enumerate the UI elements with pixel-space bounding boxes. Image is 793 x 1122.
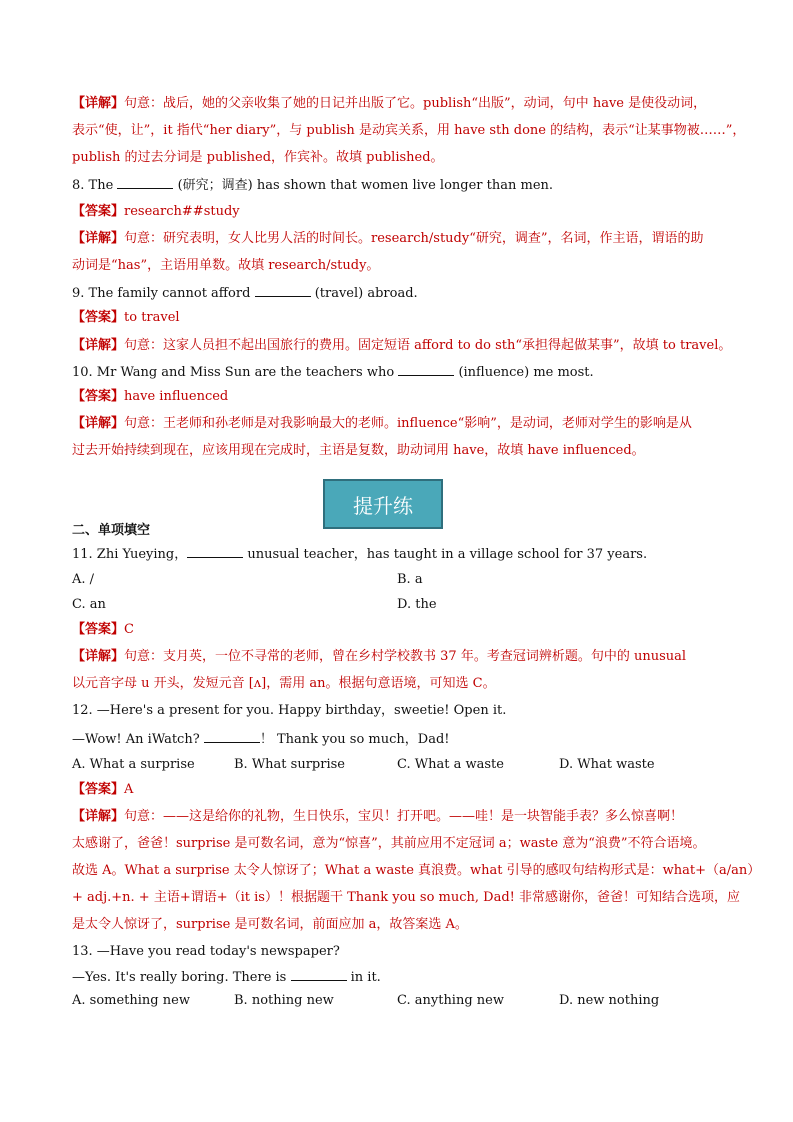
answer-tag: 【答案】 [72, 310, 125, 325]
stem-post: unusual teacher，has taught in a village school for 37 years. [247, 547, 648, 562]
q8-stem [72, 176, 725, 195]
q11-stem [72, 545, 725, 564]
stem-pre: 8. The [72, 178, 114, 193]
q12-detail-line-1 [72, 808, 725, 826]
q12-detail-line-2: 太感谢了，爸爸！surprise 是可数名词，意为“惊喜”，其前应用不定冠词 a；waste 意为“浪费”不符合语境。 [72, 836, 706, 851]
q7-detail-line-3: publish 的过去分词是 published，作宾补。故填 published。 [72, 150, 444, 165]
stem-post: (influence) me most. [458, 365, 594, 380]
q12-option-c[interactable]: C. What a waste [397, 757, 504, 772]
q11-option-c[interactable]: C. an [72, 597, 106, 612]
stem-post: in it. [350, 970, 381, 985]
q13-option-d[interactable]: D. new nothing [559, 993, 660, 1008]
q12-stem-1: 12. —Here's a present for you. Happy birthday，sweetie! Open it. [72, 703, 507, 718]
q8-detail-line-2: 动词是“has”，主语用单数。故填 research/study。 [72, 258, 380, 273]
detail-text: 句意：这家人员担不起出国旅行的费用。固定短语 afford to do sth“承担得起做某事”，故填 to travel。 [124, 338, 732, 353]
q7-detail-line-2: 表示“使，让”，it 指代“her diary”，与 publish 是动宾关系，用 have sth done 的结构，表示“让某事物被……”， [72, 123, 746, 138]
stem-pre: 11. Zhi Yueying， [72, 547, 188, 562]
q11-detail-line-2: 以元音字母 u 开头，发短元音 [ʌ]，需用 an。根据句意语境，可知选 C。 [72, 676, 496, 691]
q13-option-c[interactable]: C. anything new [397, 993, 504, 1008]
q12-stem-2 [72, 730, 725, 749]
q7-detail-line-1 [72, 95, 725, 113]
answer-blank [398, 363, 454, 376]
stem-post: (travel) abroad. [314, 286, 418, 301]
q9-stem [72, 284, 725, 303]
detail-tag: 【详解】 [72, 809, 125, 824]
q10-detail-line-2: 过去开始持续到现在，应该用现在完成时，主语是复数，助动词用 have，故填 have influenced。 [72, 443, 645, 458]
detail-tag: 【详解】 [72, 231, 125, 246]
q9-detail-line-1 [72, 337, 732, 355]
q12-option-b[interactable]: B. What surprise [234, 757, 345, 772]
q10-answer [72, 388, 725, 406]
answer-blank [117, 176, 173, 189]
stem-pre: 10. Mr Wang and Miss Sun are the teachers who [72, 365, 395, 380]
q13-option-b[interactable]: B. nothing new [234, 993, 334, 1008]
answer-text: A [124, 782, 134, 797]
q12-answer [72, 781, 725, 799]
detail-tag: 【详解】 [72, 338, 125, 353]
q12-option-a[interactable]: A. What a surprise [72, 757, 195, 772]
detail-text: 句意：支月英，一位不寻常的老师，曾在乡村学校教书 37 年。考查冠词辨析题。句中的 unusual [124, 649, 687, 664]
detail-text: 句意：王老师和孙老师是对我影响最大的老师。influence“影响”，是动词，老师对学生的影响是从 [124, 416, 692, 431]
detail-tag: 【详解】 [72, 96, 125, 111]
stem-pre: 9. The family cannot afford [72, 286, 251, 301]
stem-pre: —Yes. It's really boring. There is [72, 970, 287, 985]
q11-option-d[interactable]: D. the [397, 597, 437, 612]
section-title: 二、单项填空 [72, 523, 151, 538]
answer-tag: 【答案】 [72, 782, 125, 797]
answer-blank [255, 284, 311, 297]
q10-detail-line-1 [72, 415, 725, 433]
answer-text: to travel [124, 310, 180, 325]
q13-option-a[interactable]: A. something new [72, 993, 190, 1008]
q12-detail-line-3: 故选 A。What a surprise 太令人惊讶了；What a waste 真浪费。what 引导的感叹句结构形式是：what+（a/an） [72, 863, 761, 878]
q11-option-a[interactable]: A. / [72, 572, 95, 587]
detail-text: 句意：研究表明，女人比男人活的时间长。research/study“研究，调查”，名词，作主语，谓语的助 [124, 231, 704, 246]
q8-answer [72, 203, 725, 221]
section-badge: 提升练 [323, 479, 443, 529]
q12-detail-line-4: + adj.+n. + 主语+谓语+（it is）！根据题干 Thank you so much, Dad! 非常感谢你，爸爸！可知结合选项，应 [72, 890, 741, 905]
answer-tag: 【答案】 [72, 204, 125, 219]
detail-tag: 【详解】 [72, 416, 125, 431]
answer-blank [291, 968, 347, 981]
q9-answer [72, 309, 725, 327]
q8-detail-line-1 [72, 230, 725, 248]
q11-answer [72, 621, 725, 639]
answer-text: have influenced [124, 389, 229, 404]
answer-tag: 【答案】 [72, 622, 125, 637]
answer-text: research##study [124, 204, 240, 219]
stem-post: (研究；调查) has shown that women live longer than men. [177, 178, 554, 193]
answer-blank [204, 730, 260, 743]
q13-stem-2 [72, 968, 725, 987]
q11-option-b[interactable]: B. a [397, 572, 423, 587]
q12-detail-line-5: 是太令人惊讶了，surprise 是可数名词，前面应加 a，故答案选 A。 [72, 917, 468, 932]
q13-stem-1: 13. —Have you read today's newspaper? [72, 944, 340, 959]
stem-post: ！ Thank you so much，Dad! [259, 732, 450, 747]
detail-text: 句意：——这是给你的礼物，生日快乐，宝贝！打开吧。——哇！是一块智能手表？多么惊喜啊！ [124, 809, 684, 824]
detail-text: 句意：战后，她的父亲收集了她的日记并出版了它。publish“出版”，动词，句中 have 是使役动词， [124, 96, 707, 111]
answer-blank [187, 545, 243, 558]
detail-tag: 【详解】 [72, 649, 125, 664]
q12-option-d[interactable]: D. What waste [559, 757, 655, 772]
q11-detail-line-1 [72, 648, 725, 666]
answer-text: C [124, 622, 134, 637]
answer-tag: 【答案】 [72, 389, 125, 404]
stem-pre: —Wow! An iWatch? [72, 732, 200, 747]
q10-stem [72, 363, 725, 382]
